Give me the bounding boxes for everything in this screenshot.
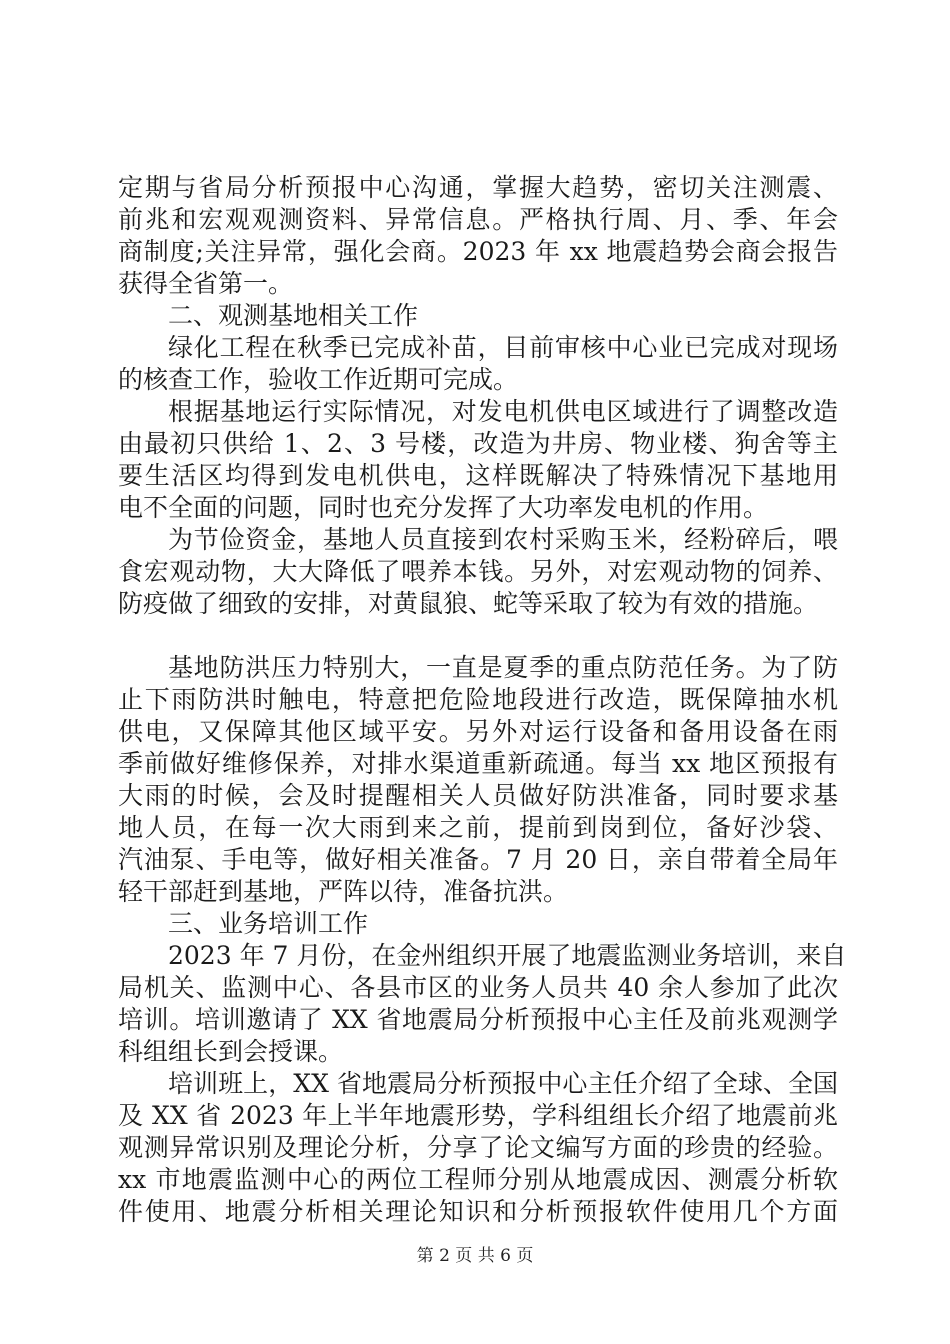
- text-line: 要生活区均得到发电机供电，这样既解决了特殊情况下基地用: [118, 461, 838, 490]
- text-line: 的核查工作，验收工作近期可完成。: [118, 365, 519, 394]
- text-line: 根据基地运行实际情况，对发电机供电区域进行了调整改造: [168, 397, 838, 426]
- document-body: [118, 172, 847, 1228]
- text-line: 绿化工程在秋季已完成补苗，目前审核中心业已完成对现场: [168, 333, 838, 362]
- text-line: 供电，又保障其他区域平安。另外对运行设备和备用设备在雨: [118, 717, 838, 746]
- text-line: 为节俭资金，基地人员直接到农村采购玉米，经粉碎后，喂: [168, 525, 838, 554]
- text-line: 基地防洪压力特别大，一直是夏季的重点防范任务。为了防: [168, 653, 838, 682]
- text-line: 获得全省第一。: [118, 269, 294, 298]
- text-line: 及 XX 省 2023 年上半年地震形势，学科组组长介绍了地震前兆: [118, 1101, 838, 1130]
- text-line: 食宏观动物，大大降低了喂养本钱。另外，对宏观动物的饲养、: [118, 557, 838, 586]
- text-line: 局机关、监测中心、各县市区的业务人员共 40 余人参加了此次: [118, 973, 838, 1002]
- text-line: 汽油泵、手电等，做好相关准备。7 月 20 日，亲自带着全局年: [118, 845, 838, 874]
- text-line: 培训班上，XX 省地震局分析预报中心主任介绍了全球、全国: [168, 1069, 838, 1098]
- text-line: 二、观测基地相关工作: [168, 301, 419, 330]
- paragraph: [118, 1068, 838, 1228]
- text-line: 季前做好维修保养，对排水渠道重新疏通。每当 xx 地区预报有: [118, 749, 838, 778]
- text-line: 大雨的时候，会及时提醒相关人员做好防洪准备，同时要求基: [118, 781, 838, 810]
- text-line: 2023 年 7 月份，在金州组织开展了地震监测业务培训，来自: [168, 941, 847, 970]
- text-line: 前兆和宏观观测资料、异常信息。严格执行周、月、季、年会: [118, 205, 838, 234]
- text-line: 三、业务培训工作: [168, 909, 369, 938]
- paragraph-gap: [118, 620, 838, 652]
- text-line: 地人员，在每一次大雨到来之前，提前到岗到位，备好沙袋、: [118, 813, 838, 842]
- text-line: 培训。培训邀请了 XX 省地震局分析预报中心主任及前兆观测学: [118, 1005, 838, 1034]
- text-line: 件使用、地震分析相关理论知识和分析预报软件使用几个方面: [118, 1197, 838, 1226]
- text-line: 轻干部赶到基地，严阵以待，准备抗洪。: [118, 877, 569, 906]
- paragraph: [118, 940, 847, 1068]
- text-line: 科组组长到会授课。: [118, 1037, 344, 1066]
- paragraph: [118, 332, 838, 396]
- section-heading: [118, 300, 838, 332]
- paragraph: [118, 396, 838, 524]
- text-line: 由最初只供给 1、2、3 号楼，改造为井房、物业楼、狗舍等主: [118, 429, 838, 458]
- text-line: 观测异常识别及理论分析，分享了论文编写方面的珍贵的经验。: [118, 1133, 838, 1162]
- paragraph: [118, 652, 838, 908]
- text-line: 电不全面的问题，同时也充分发挥了大功率发电机的作用。: [118, 493, 769, 522]
- text-line: xx 市地震监测中心的两位工程师分别从地震成因、测震分析软: [118, 1165, 838, 1194]
- text-line: 定期与省局分析预报中心沟通，掌握大趋势，密切关注测震、: [118, 173, 838, 202]
- text-line: 防疫做了细致的安排，对黄鼠狼、蛇等采取了较为有效的措施。: [118, 589, 819, 618]
- paragraph: [118, 172, 838, 300]
- section-heading: [118, 908, 838, 940]
- paragraph: [118, 524, 838, 620]
- text-line: 商制度;关注异常，强化会商。2023 年 xx 地震趋势会商会报告: [118, 237, 838, 266]
- text-line: 止下雨防洪时触电，特意把危险地段进行改造，既保障抽水机: [118, 685, 838, 714]
- page-footer: 第 2 页 共 6 页: [416, 1246, 534, 1266]
